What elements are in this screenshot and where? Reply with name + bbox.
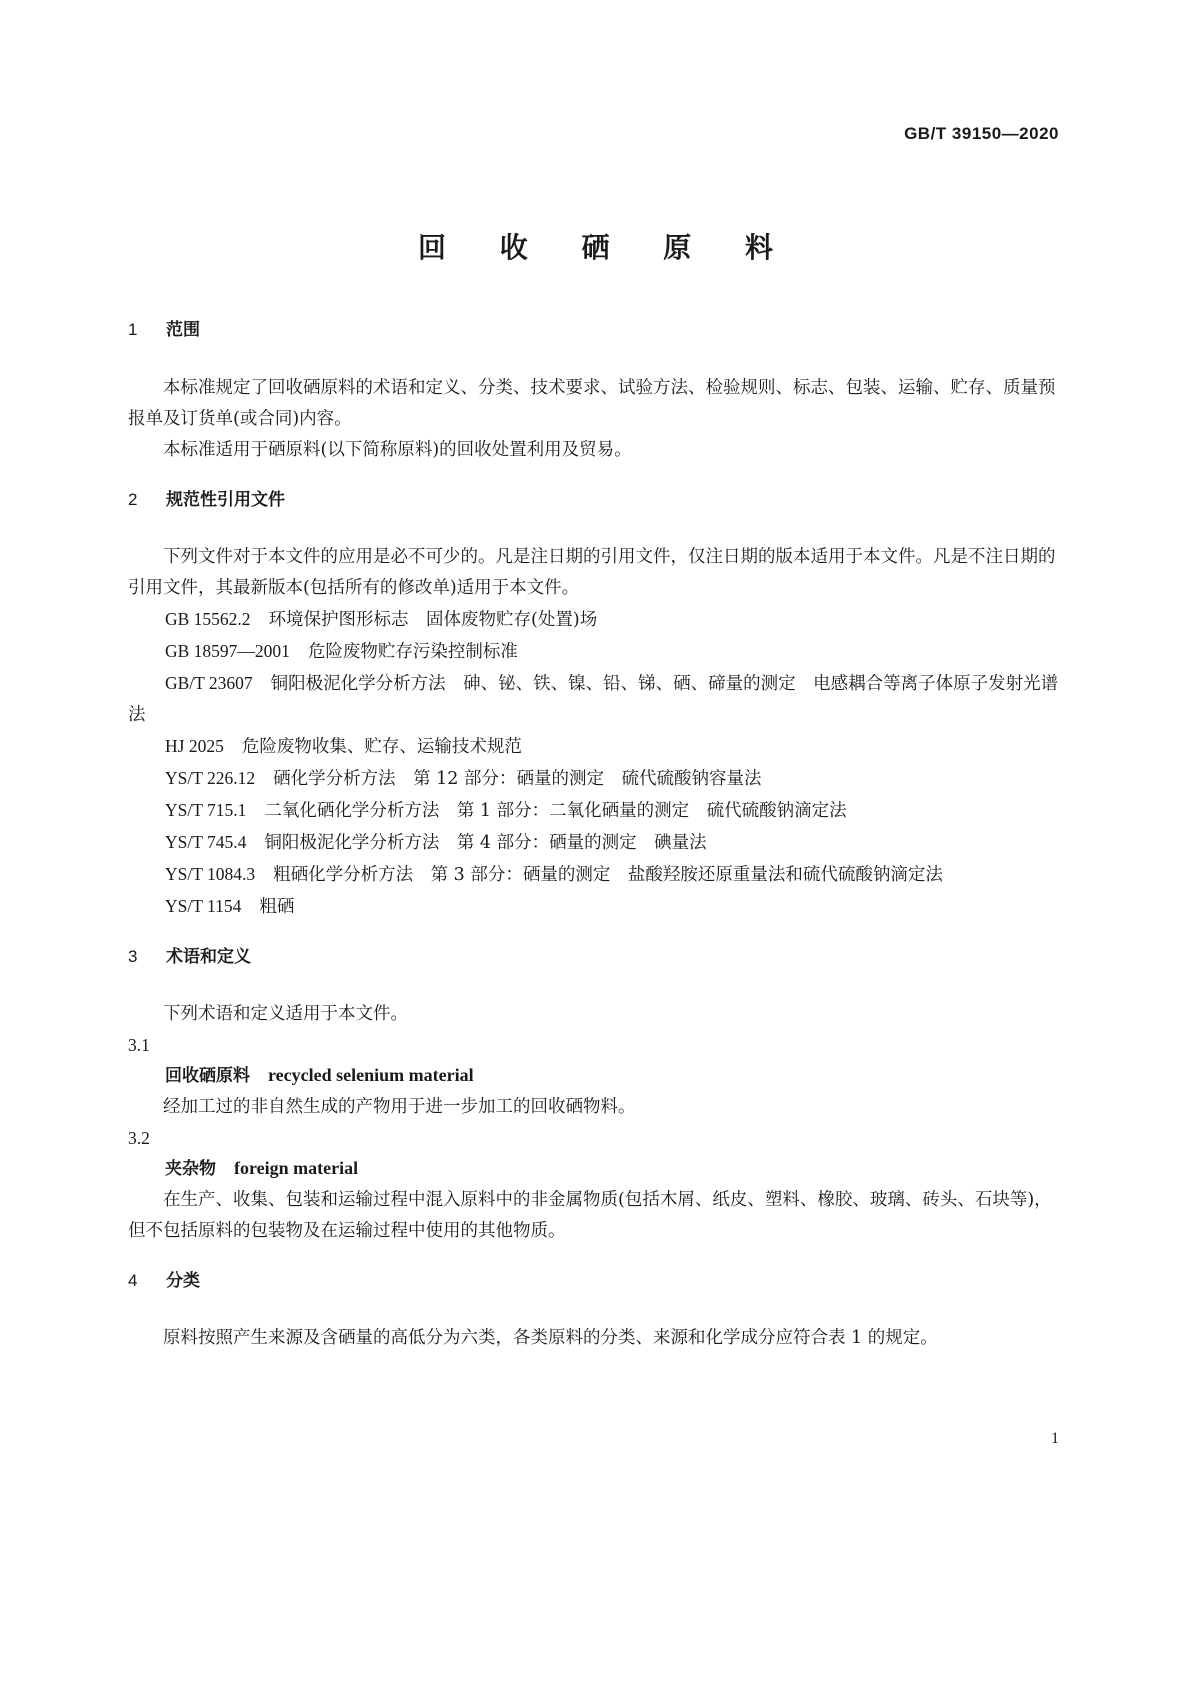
- section-title: 规范性引用文件: [166, 490, 285, 510]
- section-heading-scope: [128, 318, 1062, 342]
- reference-code: YS/T 226.12: [165, 768, 256, 788]
- term-name-en: recycled selenium material: [268, 1065, 474, 1085]
- reference-title: 粗硒: [259, 897, 295, 917]
- references-intro: 下列文件对于本文件的应用是必不可少的。凡是注日期的引用文件，仅注日期的版本适用于本文件。凡是不注日期的引用文件，其最新版本(包括所有的修改单)适用于本文件。: [128, 547, 1056, 598]
- term-name-en: foreign material: [234, 1158, 359, 1178]
- terms-intro: 下列术语和定义适用于本文件。: [163, 1004, 408, 1024]
- term-number: 3.1: [128, 1035, 150, 1055]
- reference-title: 铜阳极泥化学分析方法 砷、铋、铁、镍、铅、锑、硒、碲量的测定 电感耦合等离子体原子发射光谱法: [128, 674, 1059, 725]
- reference-title: 硒化学分析方法 第 12 部分：硒量的测定 硫代硫酸钠容量法: [273, 769, 762, 789]
- term-name-zh: 回收硒原料: [165, 1066, 250, 1086]
- reference-item: [128, 859, 1062, 891]
- reference-code: YS/T 715.1: [165, 800, 247, 820]
- reference-code: GB 18597—2001: [165, 641, 290, 661]
- section-number: 1: [128, 320, 138, 339]
- document-body: [128, 318, 1062, 1354]
- reference-title: 粗硒化学分析方法 第 3 部分：硒量的测定 盐酸羟胺还原重量法和硫代硫酸钠滴定法: [273, 865, 943, 885]
- term-number: 3.2: [128, 1128, 150, 1148]
- term-name-zh: 夹杂物: [165, 1159, 216, 1179]
- reference-code: YS/T 745.4: [165, 832, 247, 852]
- reference-title: 铜阳极泥化学分析方法 第 4 部分：硒量的测定 碘量法: [264, 833, 707, 853]
- reference-title: 危险废物收集、贮存、运输技术规范: [241, 737, 522, 757]
- reference-code: YS/T 1154: [165, 896, 242, 916]
- reference-item: [128, 636, 1062, 668]
- reference-title: 危险废物贮存污染控制标准: [307, 642, 518, 662]
- section-number: 3: [128, 947, 138, 966]
- page-number: 1: [1051, 1430, 1059, 1447]
- reference-code: GB 15562.2: [165, 609, 251, 629]
- reference-item: [128, 731, 1062, 763]
- scope-paragraph-2: 本标准适用于硒原料(以下简称原料)的回收处置利用及贸易。: [163, 440, 632, 460]
- scope-paragraph-1: 本标准规定了回收硒原料的术语和定义、分类、技术要求、试验方法、检验规则、标志、包装、运输、贮存、质量预报单及订货单(或合同)内容。: [128, 378, 1056, 429]
- term-definition: 在生产、收集、包装和运输过程中混入原料中的非金属物质(包括木屑、纸皮、塑料、橡胶、玻璃、砖头、石块等)，但不包括原料的包装物及在运输过程中使用的其他物质。: [128, 1190, 1052, 1241]
- term-definition: 经加工过的非自然生成的产物用于进一步加工的回收硒物料。: [163, 1097, 636, 1117]
- section-number: 2: [128, 490, 138, 509]
- standard-code: GB/T 39150—2020: [904, 124, 1059, 143]
- section-heading-normative-references: [128, 488, 1062, 512]
- document-title: 回 收 硒 原 料: [418, 231, 795, 264]
- reference-code: GB/T 23607: [165, 673, 253, 693]
- classification-paragraph: 原料按照产生来源及含硒量的高低分为六类，各类原料的分类、来源和化学成分应符合表 1 的规定。: [163, 1328, 938, 1348]
- section-title: 分类: [166, 1271, 200, 1291]
- reference-title: 二氧化硒化学分析方法 第 1 部分：二氧化硒量的测定 硫代硫酸钠滴定法: [264, 801, 847, 821]
- reference-code: YS/T 1084.3: [165, 864, 256, 884]
- reference-item: [128, 668, 1062, 731]
- section-title: 术语和定义: [166, 947, 251, 967]
- reference-item: [128, 604, 1062, 636]
- term-name: [128, 1060, 1062, 1092]
- section-heading-classification: [128, 1269, 1062, 1293]
- reference-item: [128, 827, 1062, 859]
- reference-item: [128, 763, 1062, 795]
- term-name: [128, 1153, 1062, 1185]
- section-title: 范围: [166, 320, 200, 340]
- reference-code: HJ 2025: [165, 736, 224, 756]
- section-number: 4: [128, 1271, 138, 1290]
- reference-item: [128, 795, 1062, 827]
- reference-title: 环境保护图形标志 固体废物贮存(处置)场: [268, 610, 598, 630]
- section-heading-terms-definitions: [128, 945, 1062, 969]
- reference-item: [128, 891, 1062, 923]
